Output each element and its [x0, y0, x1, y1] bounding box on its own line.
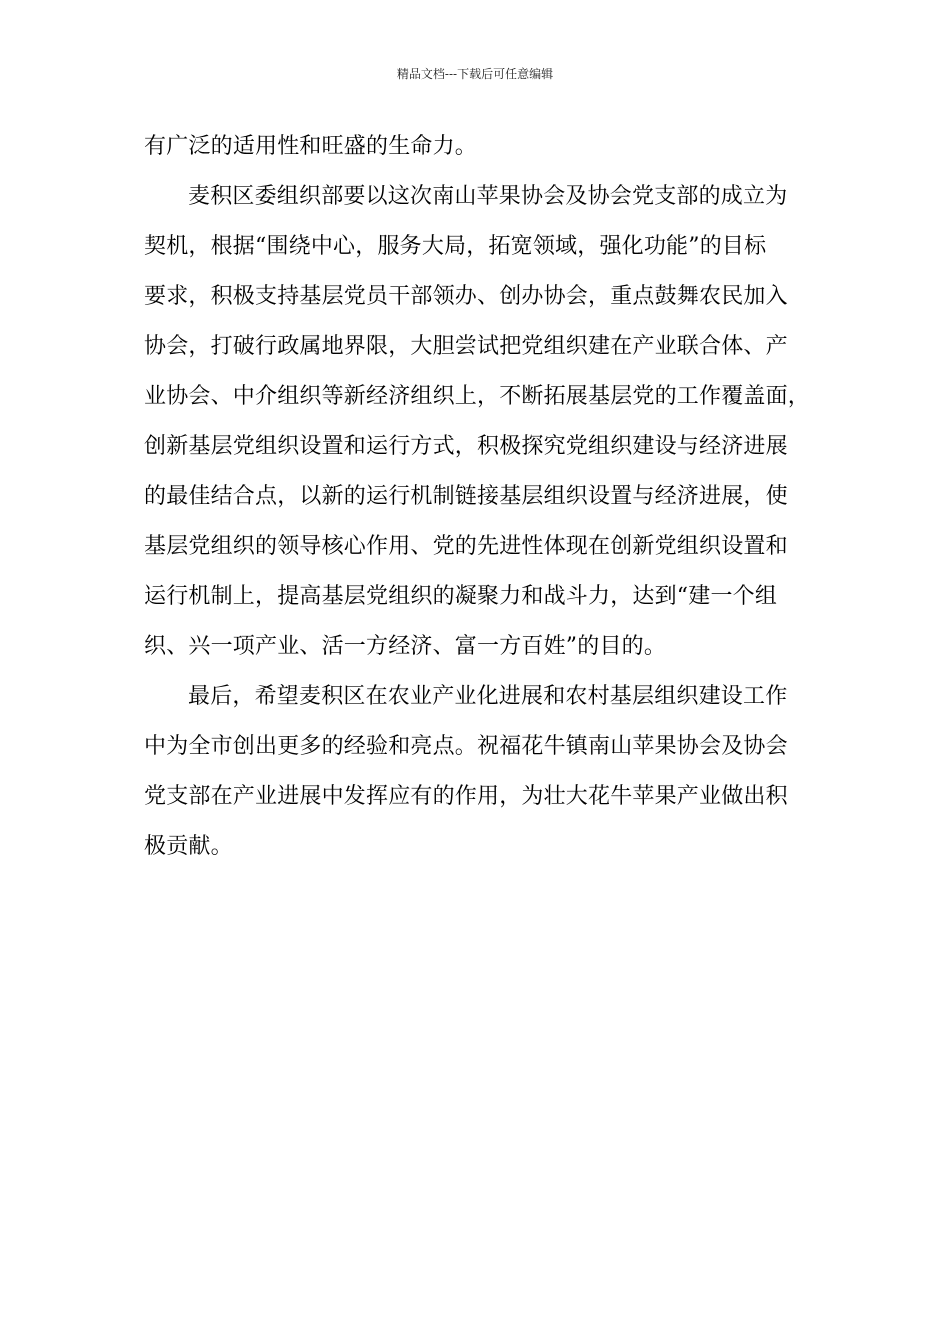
text-line: 最后，希望麦积区在农业产业化进展和农村基层组织建设工作	[188, 684, 788, 709]
document-body	[144, 122, 820, 872]
text-line: 协会，打破行政属地界限，大胆尝试把党组织建在产业联合体、产	[144, 334, 788, 359]
text-line: 创新基层党组织设置和运行方式，积极探究党组织建设与经济进展	[144, 434, 788, 459]
text-line: 业协会、中介组织等新经济组织上，不断拓展基层党的工作覆盖面，	[144, 384, 811, 409]
text-line: 要求，积极支持基层党员干部领办、创办协会，重点鼓舞农民加入	[144, 284, 788, 309]
text-line: 运行机制上，提高基层党组织的凝聚力和战斗力，达到“建一个组	[144, 584, 778, 609]
text-line: 织、兴一项产业、活一方经济、富一方百姓”的目的。	[144, 634, 667, 659]
text-line: 的最佳结合点，以新的运行机制链接基层组织设置与经济进展，使	[144, 484, 788, 509]
text-line: 党支部在产业进展中发挥应有的作用，为壮大花牛苹果产业做出积	[144, 784, 788, 809]
paragraph	[144, 172, 820, 672]
paragraph	[144, 122, 820, 172]
text-line: 基层党组织的领导核心作用、党的先进性体现在创新党组织设置和	[144, 534, 788, 559]
text-line: 契机，根据“围绕中心，服务大局，拓宽领域，强化功能”的目标	[144, 234, 767, 259]
text-line: 极贡献。	[144, 834, 233, 859]
paragraph	[144, 672, 820, 872]
page-header: 精品文档---下载后可任意编辑	[396, 67, 554, 81]
text-line: 有广泛的适用性和旺盛的生命力。	[144, 134, 478, 159]
text-line: 麦积区委组织部要以这次南山苹果协会及协会党支部的成立为	[188, 184, 788, 209]
text-line: 中为全市创出更多的经验和亮点。祝福花牛镇南山苹果协会及协会	[144, 734, 788, 759]
